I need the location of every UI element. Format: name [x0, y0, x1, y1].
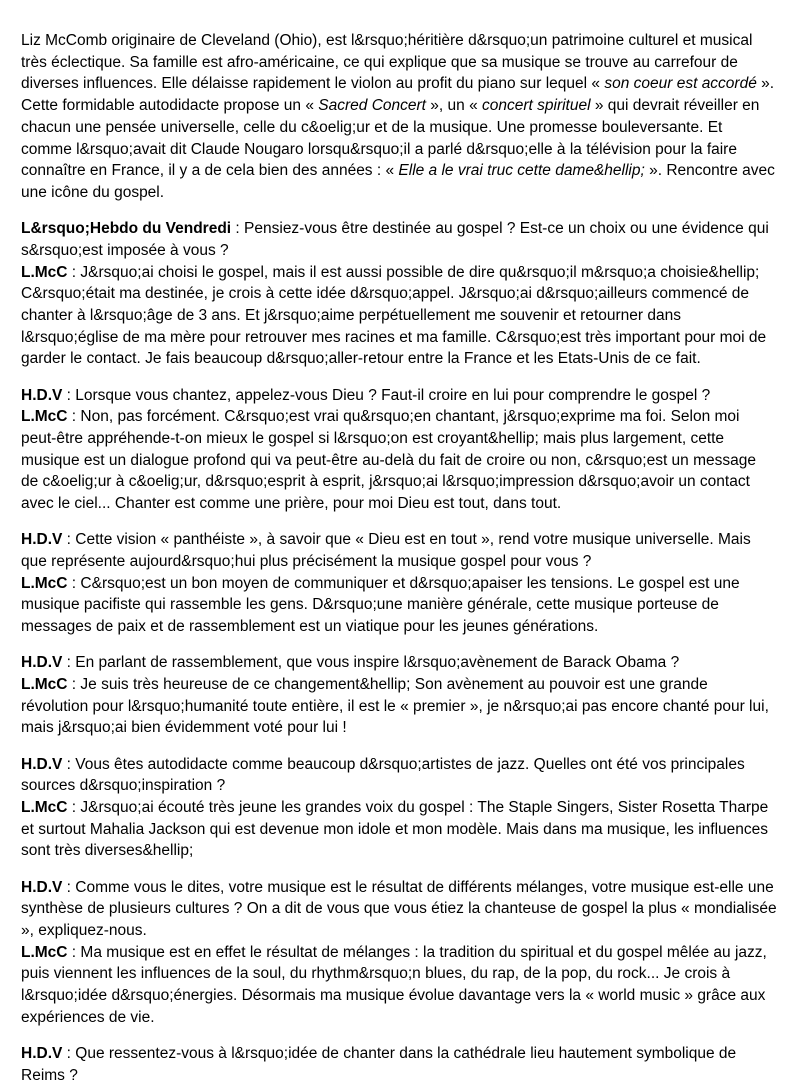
text-run: : Comme vous le dites, votre musique est le résultat de différents mélanges, votre musique est-elle une synthèse de plusieurs cultures ? On a dit de vous que vous étiez la chanteuse de gospel la plus « mondialisée », expliquez-nous. [21, 878, 777, 940]
text-run: : Cette vision « panthéiste », à savoir que « Dieu est en tout », rend votre musique universelle. Mais que représente aujourd&rsquo;hui plus précisément la musique gospel pour vous ? [21, 531, 751, 570]
text-run: ». Cette formidable autodidacte propose un « [21, 75, 775, 115]
qa-block-7 [21, 1043, 777, 1086]
text-run: : J&rsquo;ai choisi le gospel, mais il est aussi possible de dire qu&rsquo;il m&rsquo;a choisie&hellip; C&rsquo;était ma destinée, je crois à cette idée d&rsquo;appel. J&rsquo;ai d&rsquo;ailleurs commencé de chanter à l&rsquo;âge de 3 ans. Et j&rsquo;aime perpétuellement me souvenir et retourner dans l&rsquo;église de ma mère pour retrouver mes racines et ma famille. C&rsquo;est très important pour moi de garder le contact. Je fais beaucoup d&rsquo;aller-retour entre la France et les Etats-Unis de ce fait. [21, 263, 767, 368]
text-run: Liz McComb originaire de Cleveland (Ohio), est l&rsquo;héritière d&rsquo;un patrimoine culturel et musical très éclectique. Sa famille est afro-américaine, ce qui explique que sa musique se trouve au carrefour de diverses influences. Elle délaisse rapidement le violon au profit du piano sur lequel « [21, 32, 753, 93]
speaker-label: H.D.V [21, 654, 63, 672]
answer-paragraph [21, 797, 777, 862]
text-run: : Lorsque vous chantez, appelez-vous Dieu ? Faut-il croire en lui pour comprendre le gospel ? [62, 386, 711, 404]
intro-paragraph [21, 30, 777, 204]
speaker-label: L&rsquo;Hebdo du Vendredi [21, 220, 232, 238]
qa-block-6 [21, 877, 777, 1029]
speaker-label: L.McC [21, 263, 68, 281]
answer-paragraph [21, 942, 777, 1029]
qa-block-5 [21, 754, 777, 863]
question-paragraph [21, 529, 777, 572]
text-run: » qui devrait réveiller en chacun une pensée universelle, celle du c&oelig;ur et de la musique. Une promesse bouleversante. Et comme l&rsquo;avait dit Claude Nougaro lorsqu&rsquo;il a parlé d&rsquo;elle à la télévision pour la faire connaître en France, il y a de cela bien des années : « [21, 97, 760, 180]
quoted-phrase: Elle a le vrai truc cette dame&hellip; [398, 162, 645, 180]
quoted-phrase: son coeur est accordé [604, 75, 757, 93]
qa-block-2 [21, 385, 777, 515]
answer-paragraph [21, 674, 777, 739]
speaker-label: L.McC [21, 675, 68, 693]
question-paragraph [21, 385, 777, 407]
speaker-label: L.McC [21, 574, 68, 592]
qa-block-4 [21, 652, 777, 739]
qa-block-3 [21, 529, 777, 638]
qa-block-1 [21, 218, 777, 370]
text-run: : C&rsquo;est un bon moyen de communiquer et d&rsquo;apaiser les tensions. Le gospel est une musique pacifiste qui rassemble les gens. D&rsquo;une manière générale, cette musique porteuse de messages de paix et de rassemblement est un viatique pour les jeunes générations. [21, 574, 740, 636]
speaker-label: H.D.V [21, 1045, 63, 1063]
intro-block [21, 30, 777, 204]
question-paragraph [21, 877, 777, 942]
question-paragraph [21, 218, 777, 261]
question-paragraph [21, 1043, 777, 1086]
speaker-label: L.McC [21, 943, 68, 961]
text-run: ». Rencontre avec une icône du gospel. [21, 162, 775, 201]
text-run: : Pensiez-vous être destinée au gospel ? Est-ce un choix ou une évidence qui s&rsquo;est imposée à vous ? [21, 220, 769, 259]
text-run: : Ma musique est en effet le résultat de mélanges : la tradition du spiritual et du gospel mêlée au jazz, puis viennent les influences de la soul, du rhythm&rsquo;n blues, du rap, de la pop, du rock... Je crois à l&rsquo;idée d&rsquo;énergies. Désormais ma musique évolue davantage vers la « world music » grâce aux expériences de vie. [21, 943, 767, 1026]
speaker-label: H.D.V [21, 386, 63, 404]
text-run: : Je suis très heureuse de ce changement&hellip; Son avènement au pouvoir est une grande révolution pour l&rsquo;humanité toute entière, il est le « premier », je n&rsquo;ai pas encore chanté pour lui, mais j&rsquo;ai bien évidemment voté pour lui ! [21, 675, 769, 737]
text-run: », un « [425, 97, 482, 115]
question-paragraph [21, 754, 777, 797]
text-run: : Que ressentez-vous à l&rsquo;idée de chanter dans la cathédrale lieu hautement symbolique de Reims ? [21, 1045, 737, 1084]
speaker-label: H.D.V [21, 755, 63, 773]
speaker-label: L.McC [21, 408, 68, 426]
text-run: : Non, pas forcément. C&rsquo;est vrai qu&rsquo;en chantant, j&rsquo;exprime ma foi. Selon moi peut-être appréhende-t-on mieux le gospel si l&rsquo;on est croyant&hellip; mais plus largement, cette musique est un dialogue profond qui va peut-être au-delà du fait de croire ou non, c&rsquo;est un message de c&oelig;ur à c&oelig;ur, d&rsquo;esprit à esprit, j&rsquo;ai l&rsquo;impression d&rsquo;avoir un contact avec le ciel... Chanter est comme une prière, pour moi Dieu est tout, dans tout. [21, 408, 756, 513]
quoted-phrase: concert spirituel [482, 97, 591, 115]
answer-paragraph [21, 573, 777, 638]
text-run: : J&rsquo;ai écouté très jeune les grandes voix du gospel : The Staple Singers, Sister Rosetta Tharpe et surtout Mahalia Jackson qui est devenue mon idole et mon modèle. Mais dans ma musique, les influences sont très diverses&hellip; [21, 799, 769, 860]
answer-paragraph [21, 406, 777, 515]
speaker-label: H.D.V [21, 531, 63, 549]
text-run: : Vous êtes autodidacte comme beaucoup d&rsquo;artistes de jazz. Quelles ont été vos principales sources d&rsquo;inspiration ? [21, 755, 745, 795]
text-run: : En parlant de rassemblement, que vous inspire l&rsquo;avènement de Barack Obama ? [62, 654, 680, 672]
answer-paragraph [21, 262, 777, 371]
speaker-label: H.D.V [21, 878, 63, 896]
quoted-phrase: Sacred Concert [318, 97, 426, 115]
speaker-label: L.McC [21, 799, 68, 816]
question-paragraph [21, 652, 777, 674]
